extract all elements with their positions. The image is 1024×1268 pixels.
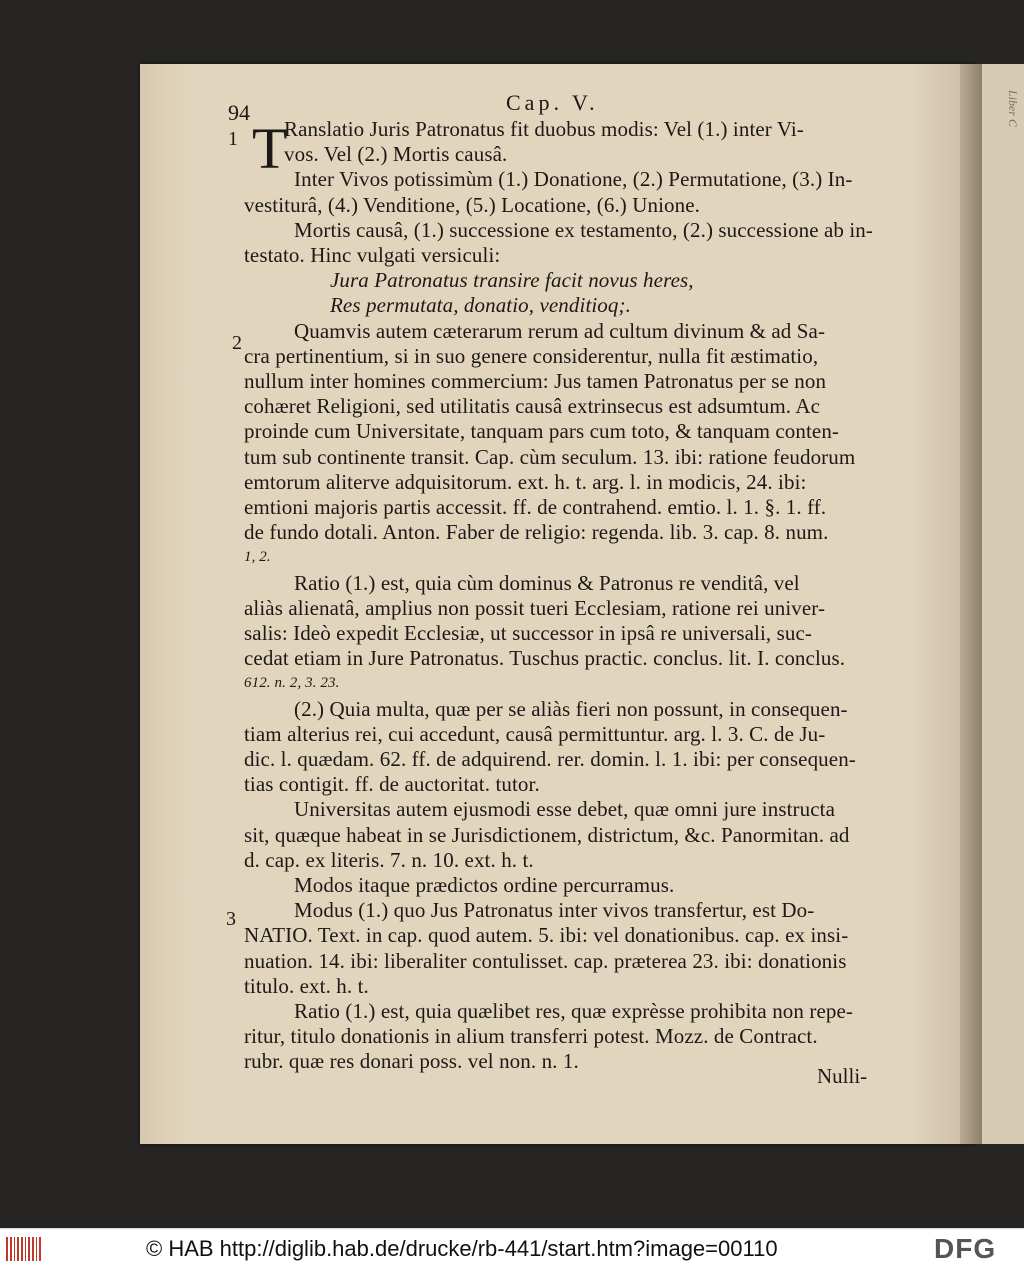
footer-bar (0, 1228, 1024, 1268)
text-line: titulo. ext. h. t. (244, 973, 369, 998)
text-line: rubr. quæ res donari poss. vel non. n. 1. (244, 1049, 579, 1074)
drop-cap: T (252, 116, 288, 181)
text-line: tiam alterius rei, cui accedunt, causâ permittuntur. arg. l. 3. C. de Ju- (244, 721, 826, 746)
text-line: testato. Hinc vulgati versiculi: (244, 243, 501, 267)
dfg-logo: DFG (934, 1233, 997, 1264)
text-line: 1, 2. (244, 549, 271, 566)
text-line: aliàs alienatâ, amplius non possit tueri Ecclesiam, ratione rei univer- (244, 595, 826, 620)
text-line: (2.) Quia multa, quæ per se aliàs fieri non possunt, in consequen- (294, 696, 848, 721)
text-line: 612. n. 2, 3. 23. (244, 675, 340, 692)
text-line: Quamvis autem cæterarum rerum ad cultum divinum & ad Sa- (294, 318, 826, 343)
text-line: sit, quæque habeat in se Jurisdictionem, districtum, &c. Panormitan. ad (244, 822, 850, 847)
text-line: Modos itaque prædictos ordine percurramus. (294, 873, 675, 897)
text-line: tum sub continente transit. Cap. cùm seculum. 13. ibi: ratione feudorum (244, 444, 856, 469)
text-line: dic. l. quædam. 62. ff. de adquirend. rer. domin. l. 1. ibi: per consequen- (244, 747, 856, 771)
margin-number-2: 2 (232, 332, 242, 354)
page-gutter-shadow (960, 64, 982, 1144)
text-line: salis: Ideò expedit Ecclesiæ, ut successor in ipsâ re universali, suc- (244, 621, 813, 645)
facing-page-note: Liber C (1006, 90, 1020, 128)
text-line: tias contigit. ff. de auctoritat. tutor. (244, 772, 540, 797)
hab-logo-icon (6, 1237, 42, 1261)
text-line: Modus (1.) quo Jus Patronatus inter vivos transfertur, est Do- (294, 898, 815, 923)
margin-number-3: 3 (226, 908, 236, 930)
copyright-link[interactable]: © HAB http://diglib.hab.de/drucke/rb-441/start.htm?image=00110 (146, 1236, 778, 1261)
text-line: emtorum aliterve adquisitorum. ext. h. t. arg. l. in modicis, 24. ibi: (244, 469, 807, 494)
text-line: de fundo dotali. Anton. Faber de religio: regenda. lib. 3. cap. 8. num. (244, 520, 829, 545)
text-line: Inter Vivos potissimùm (1.) Donatione, (2.) Permutatione, (3.) In- (294, 167, 853, 192)
text-line: Ranslatio Juris Patronatus fit duobus modis: Vel (1.) inter Vi- (284, 117, 804, 141)
text-line: Ratio (1.) est, quia quælibet res, quæ exprèsse prohibita non repe- (294, 999, 853, 1023)
text-line: Jura Patronatus transire facit novus heres, (330, 268, 694, 293)
catchword: Nulli- (817, 1064, 868, 1088)
text-line: Mortis causâ, (1.) successione ex testamento, (2.) successione ab in- (294, 217, 873, 242)
text-line: cohæret Religioni, sed utilitatis causâ extrinsecus est adsumtum. Ac (244, 394, 821, 419)
text-line: vos. Vel (2.) Mortis causâ. (284, 142, 508, 167)
text-line: Res permutata, donatio, venditioq;. (330, 293, 631, 318)
text-line: cra pertinentium, si in suo genere considerentur, nulla fit æstimatio, (244, 343, 819, 368)
text-line: d. cap. ex literis. 7. n. 10. ext. h. t. (244, 847, 534, 872)
text-line: NATIO. Text. in cap. quod autem. 5. ibi: vel donationibus. cap. ex insi- (244, 923, 849, 948)
text-line: nullum inter homines commercium: Jus tamen Patronatus per se non (244, 369, 827, 393)
running-head: Cap. V. (506, 90, 599, 115)
text-line: nuation. 14. ibi: liberaliter contulisset. cap. præterea 23. ibi: donationis (244, 948, 847, 973)
text-line: emtioni majoris partis accessit. ff. de contrahend. emtio. l. 1. §. 1. ff. (244, 495, 827, 519)
facing-page-edge (982, 64, 1024, 1144)
margin-number-1: 1 (228, 128, 238, 150)
text-line: Universitas autem ejusmodi esse debet, quæ omni jure instructa (294, 797, 836, 822)
text-line: cedat etiam in Jure Patronatus. Tuschus practic. conclus. lit. I. conclus. (244, 646, 846, 671)
text-line: vestiturâ, (4.) Venditione, (5.) Locatione, (6.) Unione. (244, 192, 701, 217)
text-line: proinde cum Universitate, tanquam pars cum toto, & tanquam conten- (244, 419, 840, 444)
text-line: Ratio (1.) est, quia cùm dominus & Patronus re venditâ, vel (294, 570, 800, 595)
page-number: 94 (228, 100, 250, 125)
text-line: ritur, titulo donationis in alium transferri potest. Mozz. de Contract. (244, 1024, 818, 1049)
